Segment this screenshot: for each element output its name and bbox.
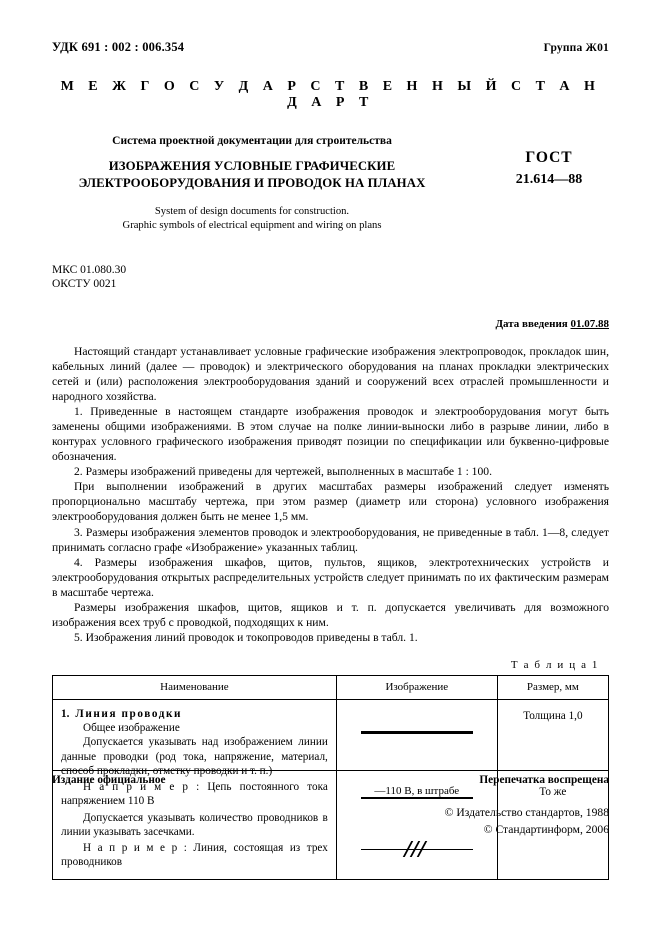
footer-left-text: Издание официальное: [52, 774, 166, 786]
introduction-date-value: 01.07.88: [570, 317, 609, 330]
footer-divider: [52, 770, 609, 771]
main-title: [52, 158, 452, 193]
copyright-block: [209, 805, 609, 839]
conductor-baseline: [361, 849, 473, 850]
gost-word: ГОСТ: [525, 149, 573, 166]
title-left: [52, 135, 452, 233]
column-header-symbol: Изображение: [336, 676, 497, 700]
wiring-line-icon: [361, 731, 473, 734]
udk-code: УДК 691 : 002 : 006.354: [52, 40, 185, 54]
interstate-standard-heading: М Е Ж Г О С У Д А Р С Т В Е Н Н Ы Й С Т А Н Д А Р Т: [60, 79, 601, 110]
group-code: Группа Ж01: [543, 42, 609, 54]
cell-name: [53, 700, 337, 880]
column-header-size: Размер, мм: [497, 676, 608, 700]
table-row: [53, 700, 609, 880]
english-title-line2: Graphic symbols of electrical equipment and wiring on plans: [122, 219, 382, 231]
paragraph-3: При выполнении изображений в других масштабах размеры изображений следует изменять пропорционально масштабу чертежа, при этом размер (диаметр или сторона) условного изображения электрооборудования должен быть не менее 1,5 мм.: [52, 480, 609, 524]
row-note-1: Допускается указывать над изображением линии данные проводки (род тока, напряжение, материал, способ прокладки, отметку проводки и т. п.): [61, 736, 328, 777]
row-title-line: [61, 707, 328, 721]
copyright-line-1: © Издательство стандартов, 1988: [444, 806, 609, 819]
classification-codes: [52, 263, 609, 292]
main-title-line2: ЭЛЕКТРООБОРУДОВАНИЯ И ПРОВОДОК НА ПЛАНАХ: [78, 176, 426, 191]
row-title: Линия проводки: [75, 708, 183, 720]
gost-number-block: [489, 149, 609, 188]
title-block: [52, 135, 609, 243]
table-header-row: [53, 676, 609, 700]
system-line: Система проектной документации для строительства: [112, 135, 392, 147]
footer-right-text: Перепечатка воспрещена: [479, 774, 609, 786]
row-number: 1.: [61, 708, 70, 720]
paragraph-5: 4. Размеры изображения шкафов, щитов, пультов, ящиков, электротехнических устройств и электрооборудования открытых распределительных устройств следует принимать по их фактическим размерам в масштабе чертежа.: [52, 555, 609, 599]
size-value-2: То же: [539, 786, 567, 798]
okstu-code: ОКСТУ 0021: [52, 278, 117, 291]
three-conductor-line-icon: [361, 840, 473, 858]
row-note-3: Допускается указывать количество проводников в линии указывать засечками.: [61, 811, 328, 838]
paragraph-4: 3. Размеры изображения элементов проводок и электрооборудования, не приведенные в табл. 1—8, следует принимать согласно графе «Изображение» указанных таблиц.: [52, 525, 609, 554]
mks-code: МКС 01.080.30: [52, 264, 127, 276]
size-value-1: Толщина 1,0: [523, 710, 583, 722]
english-title-line1: System of design documents for construction.: [154, 205, 350, 217]
wiring-line-annotated-icon: [361, 797, 473, 799]
gost-number: 21.614—88: [515, 172, 583, 187]
symbol-annotation: —110 В, в штрабе: [374, 785, 460, 797]
footer-row: [52, 774, 609, 786]
body-text: [52, 344, 609, 645]
paragraph-0: Настоящий стандарт устанавливает условные графические изображения электропроводок, прокладок шин, кабельных линий (далее — проводок) и электрического оборудования на планах прокладки электрических сетей и (или) расположения электрооборудования зданий и сооружений всех отраслей промышленности и народного хозяйства.: [52, 344, 609, 403]
header-row: [52, 40, 609, 55]
row-note-2: Н а п р и м е р : Цепь постоянного тока напряжением 110 В: [61, 781, 328, 808]
copyright-line-2: © Стандартинформ, 2006: [483, 822, 609, 836]
introduction-date-label: Дата введения: [495, 317, 568, 330]
introduction-date: [52, 318, 609, 330]
table-caption: Т а б л и ц а 1: [510, 659, 599, 671]
column-header-name: Наименование: [53, 676, 337, 700]
row-note-4: Н а п р и м е р : Линия, состоящая из трех проводников: [61, 841, 328, 869]
paragraph-7: 5. Изображения линий проводок и токопроводов приведены в табл. 1.: [74, 630, 418, 644]
english-title: [52, 205, 452, 234]
symbol-thick-line: [338, 701, 496, 763]
cell-size: [497, 700, 608, 880]
cell-symbols: [336, 700, 497, 880]
paragraph-1: 1. Приведенные в настоящем стандарте изображения проводок и электрооборудования могут быть заменены общими изображениями. В этом случае на полке линии-выноски либо в разрыве линии, либо в контурах условного графического изображения приводят позиции по спецификации или буквенно-цифровые обозначения.: [52, 405, 609, 464]
main-title-line1: ИЗОБРАЖЕНИЯ УСЛОВНЫЕ ГРАФИЧЕСКИЕ: [108, 159, 396, 173]
paragraph-6: Размеры изображения шкафов, щитов, ящиков и т. п. допускается увеличивать для возможного изображения всех труб с проводкой, подходящих к ним.: [52, 600, 609, 629]
row-subtitle: Общее изображение: [83, 722, 180, 735]
page-content: [52, 40, 609, 880]
paragraph-2: 2. Размеры изображений приведены для чертежей, выполненных в масштабе 1 : 100.: [74, 465, 492, 479]
